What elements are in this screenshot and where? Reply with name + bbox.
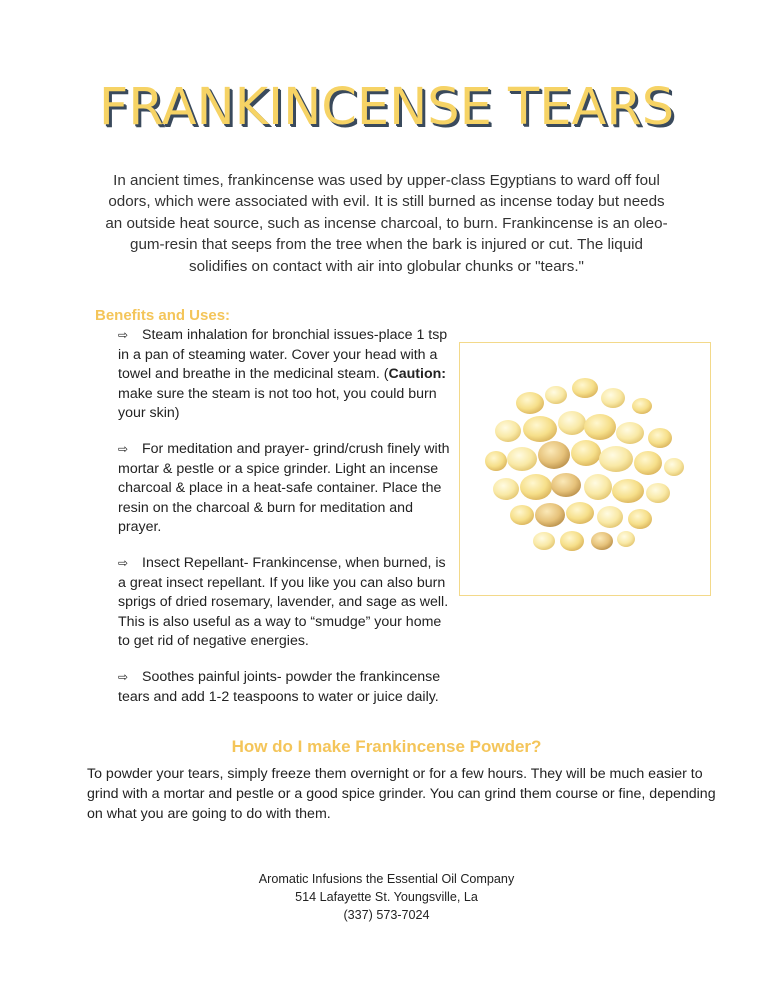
benefit-text: For meditation and prayer- grind/crush finely with mortar & pestle or a spice grinder. Light an incense charcoal & place in a heat-safe container. Place the resin on the charcoal & burn for meditation and prayer.	[118, 440, 450, 536]
frankincense-photo	[459, 342, 711, 596]
benefits-heading: Benefits and Uses:	[95, 307, 231, 324]
benefits-list	[118, 326, 452, 723]
benefit-text: Steam inhalation for bronchial issues-place 1 tsp in a pan of steaming water. Cover your head with a towel and breathe in the medicinal steam. (	[118, 327, 448, 383]
intro-paragraph: In ancient times, frankincense was used by upper-class Egyptians to ward off foul odors, which were associated with evil. It is still burned as incense today but needs an outside heat source, such as incense charcoal, to burn. Frankincense is an oleo-gum-resin that seeps from the tree when the bark is injured or cut. The liquid solidifies on contact with air into globular chunks or "tears."	[105, 172, 668, 275]
list-item	[118, 326, 452, 424]
company-name: Aromatic Infusions the Essential Oil Company	[258, 872, 515, 886]
arrow-right-icon: ⇨	[118, 328, 129, 342]
list-item	[118, 440, 452, 538]
company-phone: (337) 573-7024	[343, 908, 430, 922]
arrow-right-icon: ⇨	[118, 441, 129, 456]
frankincense-tears-image	[460, 343, 710, 595]
footer	[0, 870, 773, 924]
benefit-text: Insect Repellant- Frankincense, when burned, is a great insect repellant. If you like you can also burn sprigs of dried rosemary, lavender, and sage as well. This is also useful as a way to “smudge” your home to get rid of negative energies.	[118, 554, 449, 650]
company-address: 514 Lafayette St. Youngsville, La	[295, 890, 478, 904]
powder-paragraph: To powder your tears, simply freeze them overnight or for a few hours. They will be much easier to grind with a mortar and pestle or a good spice grinder. You can grind them course or fine, depending on what you are going to do with them.	[87, 766, 716, 822]
page-title: FRANKINCENSE TEARS	[98, 78, 675, 137]
caution-label: Caution:	[388, 366, 447, 383]
benefit-text: Soothes painful joints- powder the frankincense tears and add 1-2 teaspoons to water or juice daily.	[118, 668, 441, 705]
list-item	[118, 668, 452, 707]
list-item	[118, 554, 452, 652]
arrow-right-icon: ⇨	[118, 555, 129, 570]
benefit-text-cont: make sure the steam is not too hot, you could burn your skin)	[118, 385, 437, 422]
arrow-right-icon: ⇨	[118, 669, 129, 684]
powder-heading: How do I make Frankincense Powder?	[231, 737, 542, 756]
